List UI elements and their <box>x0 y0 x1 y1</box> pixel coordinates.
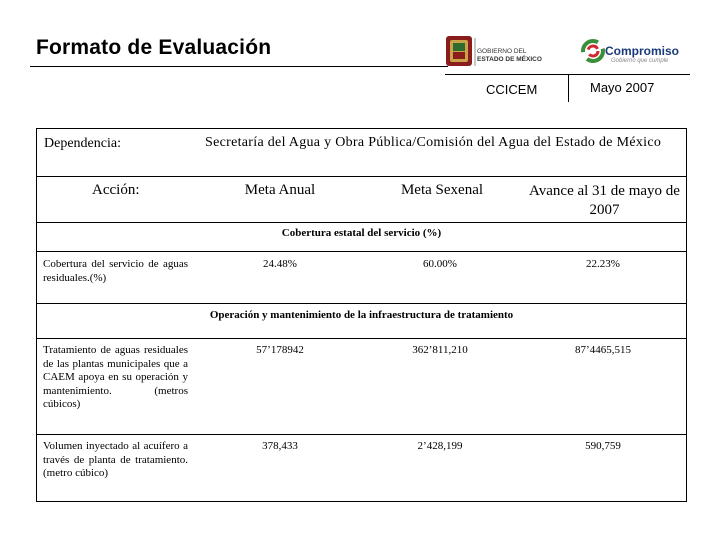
dependencia-value: Secretaría del Agua y Obra Pública/Comisión del Agua del Estado de México <box>205 135 662 150</box>
section-title: Operación y mantenimiento de la infraestructura de tratamiento <box>209 309 514 321</box>
column-header-meta-sexenal: Meta Sexenal <box>400 182 484 198</box>
program-name: Compromiso <box>605 44 680 58</box>
table-row-label: Cobertura del servicio de aguas residuales.(%) <box>43 258 188 284</box>
column-header-avance: Avance al 31 de mayo de 2007 <box>529 183 680 218</box>
table-cell-meta-sexenal: 362’811,210 <box>412 344 468 356</box>
row-divider <box>36 338 687 339</box>
title-divider <box>30 66 448 67</box>
period-label: Mayo 2007 <box>590 80 655 95</box>
row-divider <box>36 434 687 435</box>
table-cell-meta-sexenal: 60.00% <box>423 258 457 270</box>
table-cell-meta-anual: 24.48% <box>263 258 297 270</box>
column-header-meta-anual: Meta Anual <box>244 182 316 198</box>
row-divider <box>36 303 687 304</box>
dependencia-label: Dependencia: <box>44 136 121 151</box>
table-cell-avance: 87’4465,515 <box>575 344 631 356</box>
table-cell-avance: 590,759 <box>585 440 621 452</box>
program-tagline: Gobierno que cumple <box>611 58 669 64</box>
page-title: Formato de Evaluación <box>36 36 272 59</box>
table-cell-meta-anual: 378,433 <box>262 440 298 452</box>
row-divider <box>36 251 687 252</box>
row-divider <box>36 176 687 177</box>
table-cell-meta-sexenal: 2’428,199 <box>417 440 463 452</box>
unit-label: CCICEM <box>486 82 538 97</box>
header-separator <box>568 74 569 102</box>
state-government-name: GOBIERNO DEL ESTADO DE MÉXICO <box>477 48 542 63</box>
table-cell-meta-anual: 57’178942 <box>256 344 304 356</box>
table-row-label: Volumen inyectado al acuífero a través de planta de tratamiento. (metro cúbico) <box>43 440 188 479</box>
table-row-label: Tratamiento de aguas residuales de las plantas municipales que a CAEM apoya en su operación y mantenimiento. (metros cúbicos) <box>43 344 188 410</box>
section-title: Cobertura estatal del servicio (%) <box>281 227 442 239</box>
table-cell-avance: 22.23% <box>586 258 620 270</box>
row-divider <box>36 222 687 223</box>
accion-label: Acción: <box>92 182 140 198</box>
